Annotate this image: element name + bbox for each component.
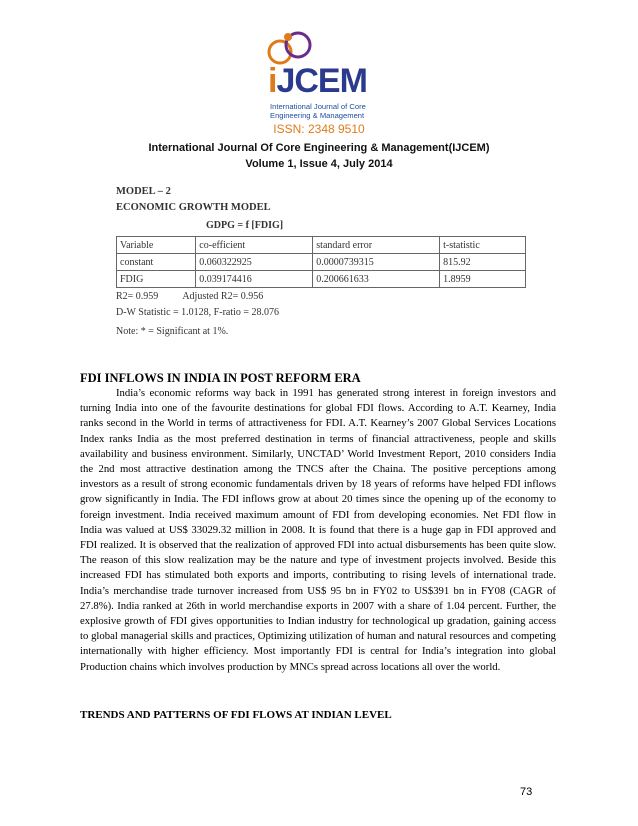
table-header-cell: t-statistic [440, 237, 526, 254]
section-heading: FDI INFLOWS IN INDIA IN POST REFORM ERA [80, 371, 361, 385]
journal-title: International Journal Of Core Engineering & Management(IJCEM) [148, 142, 490, 154]
table-cell: 1.8959 [440, 271, 526, 288]
table-cell: 815.92 [440, 254, 526, 271]
table-cell: constant [117, 254, 196, 271]
table-cell: 0.0000739315 [313, 254, 440, 271]
model-title: MODEL – 2 [116, 186, 171, 197]
journal-logo [262, 28, 382, 120]
dw-statistic-line: D-W Statistic = 1.0128, F-ratio = 28.076 [116, 307, 280, 318]
table-cell: 0.039174416 [196, 271, 313, 288]
logo-wordmark: iJCEM [268, 62, 367, 100]
table-cell: FDIG [117, 271, 196, 288]
coefficient-table [116, 236, 526, 288]
significance-note: Note: * = Significant at 1%. [116, 326, 229, 337]
r-squared-line: R2= 0.959 Adjusted R2= 0.956 [116, 291, 264, 302]
issn-line: ISSN: 2348 9510 [273, 122, 365, 136]
logo-subtitle: International Journal of Core Engineering & Management [270, 102, 366, 120]
model-box [116, 186, 526, 339]
table-row [117, 254, 526, 271]
model-subtitle: ECONOMIC GROWTH MODEL [116, 202, 271, 213]
table-header-cell: Variable [117, 237, 196, 254]
table-cell: 0.060322925 [196, 254, 313, 271]
volume-line: Volume 1, Issue 4, July 2014 [245, 158, 393, 170]
table-header-row [117, 237, 526, 254]
model-equation: GDPG = f [FDIG] [206, 220, 284, 231]
section-heading: TRENDS AND PATTERNS OF FDI FLOWS AT INDIAN LEVEL [80, 709, 392, 721]
page-number: 73 [520, 786, 533, 798]
table-header-cell: co-efficient [196, 237, 313, 254]
table-header-cell: standard error [313, 237, 440, 254]
table-cell: 0.200661633 [313, 271, 440, 288]
table-row [117, 271, 526, 288]
section-body: India’s economic reforms way back in 1991 has generated strong interest in foreign investors and turning India into one of the favourite destinations for global FDI flows. According to A.T. Kearney, India ranks second in the World in terms of attractiveness for FDI. A.T. Kearney’s 2007 Global Services Locations Index ranks India as the most preferred destination in terms of financial attractiveness, people and skills availability and business environment. Similarly, UNCTAD’ World Investment Report, 2010 considers India the 2nd most attractive destination among the TNCS after the Chaina. The positive perceptions among investors as a result of strong economic fundamentals driven by 18 years of reforms have helped FDI inflows grow significantly in India. The FDI inflows grow at about 20 times since the opening up of the economy to foreign investment. India received maximum amount of FDI from developing economies. Net FDI flow in India was valued at US$ 33029.32 million in 2008. It is found that there is a huge gap in FDI approved and FDI realized. It is observed that the realization of approved FDI into actual disbursements has been quite slow. The reason of this slow realization may be the nature and type of investment projects involved. Beside this increased FDI has stimulated both exports and imports, contributing to rising levels of international trade. India’s merchandise trade turnover increased from US$ 95 bn in FY02 to US$391 bn in FY08 (CAGR of 27.8%). India ranked at 26th in world merchandise exports in 2007 with a share of 1.04 percent. Further, the explosive growth of FDI gives opportunities to Indian industry for technological up gradation, gaining access to global managerial skills and practices, Optimizing utilization of human and natural resources and competing internationally with higher efficiency. Most importantly FDI is central for India’s integration into global Production chains which involves production by MNCs spread across locations all over the world. [80, 387, 556, 673]
